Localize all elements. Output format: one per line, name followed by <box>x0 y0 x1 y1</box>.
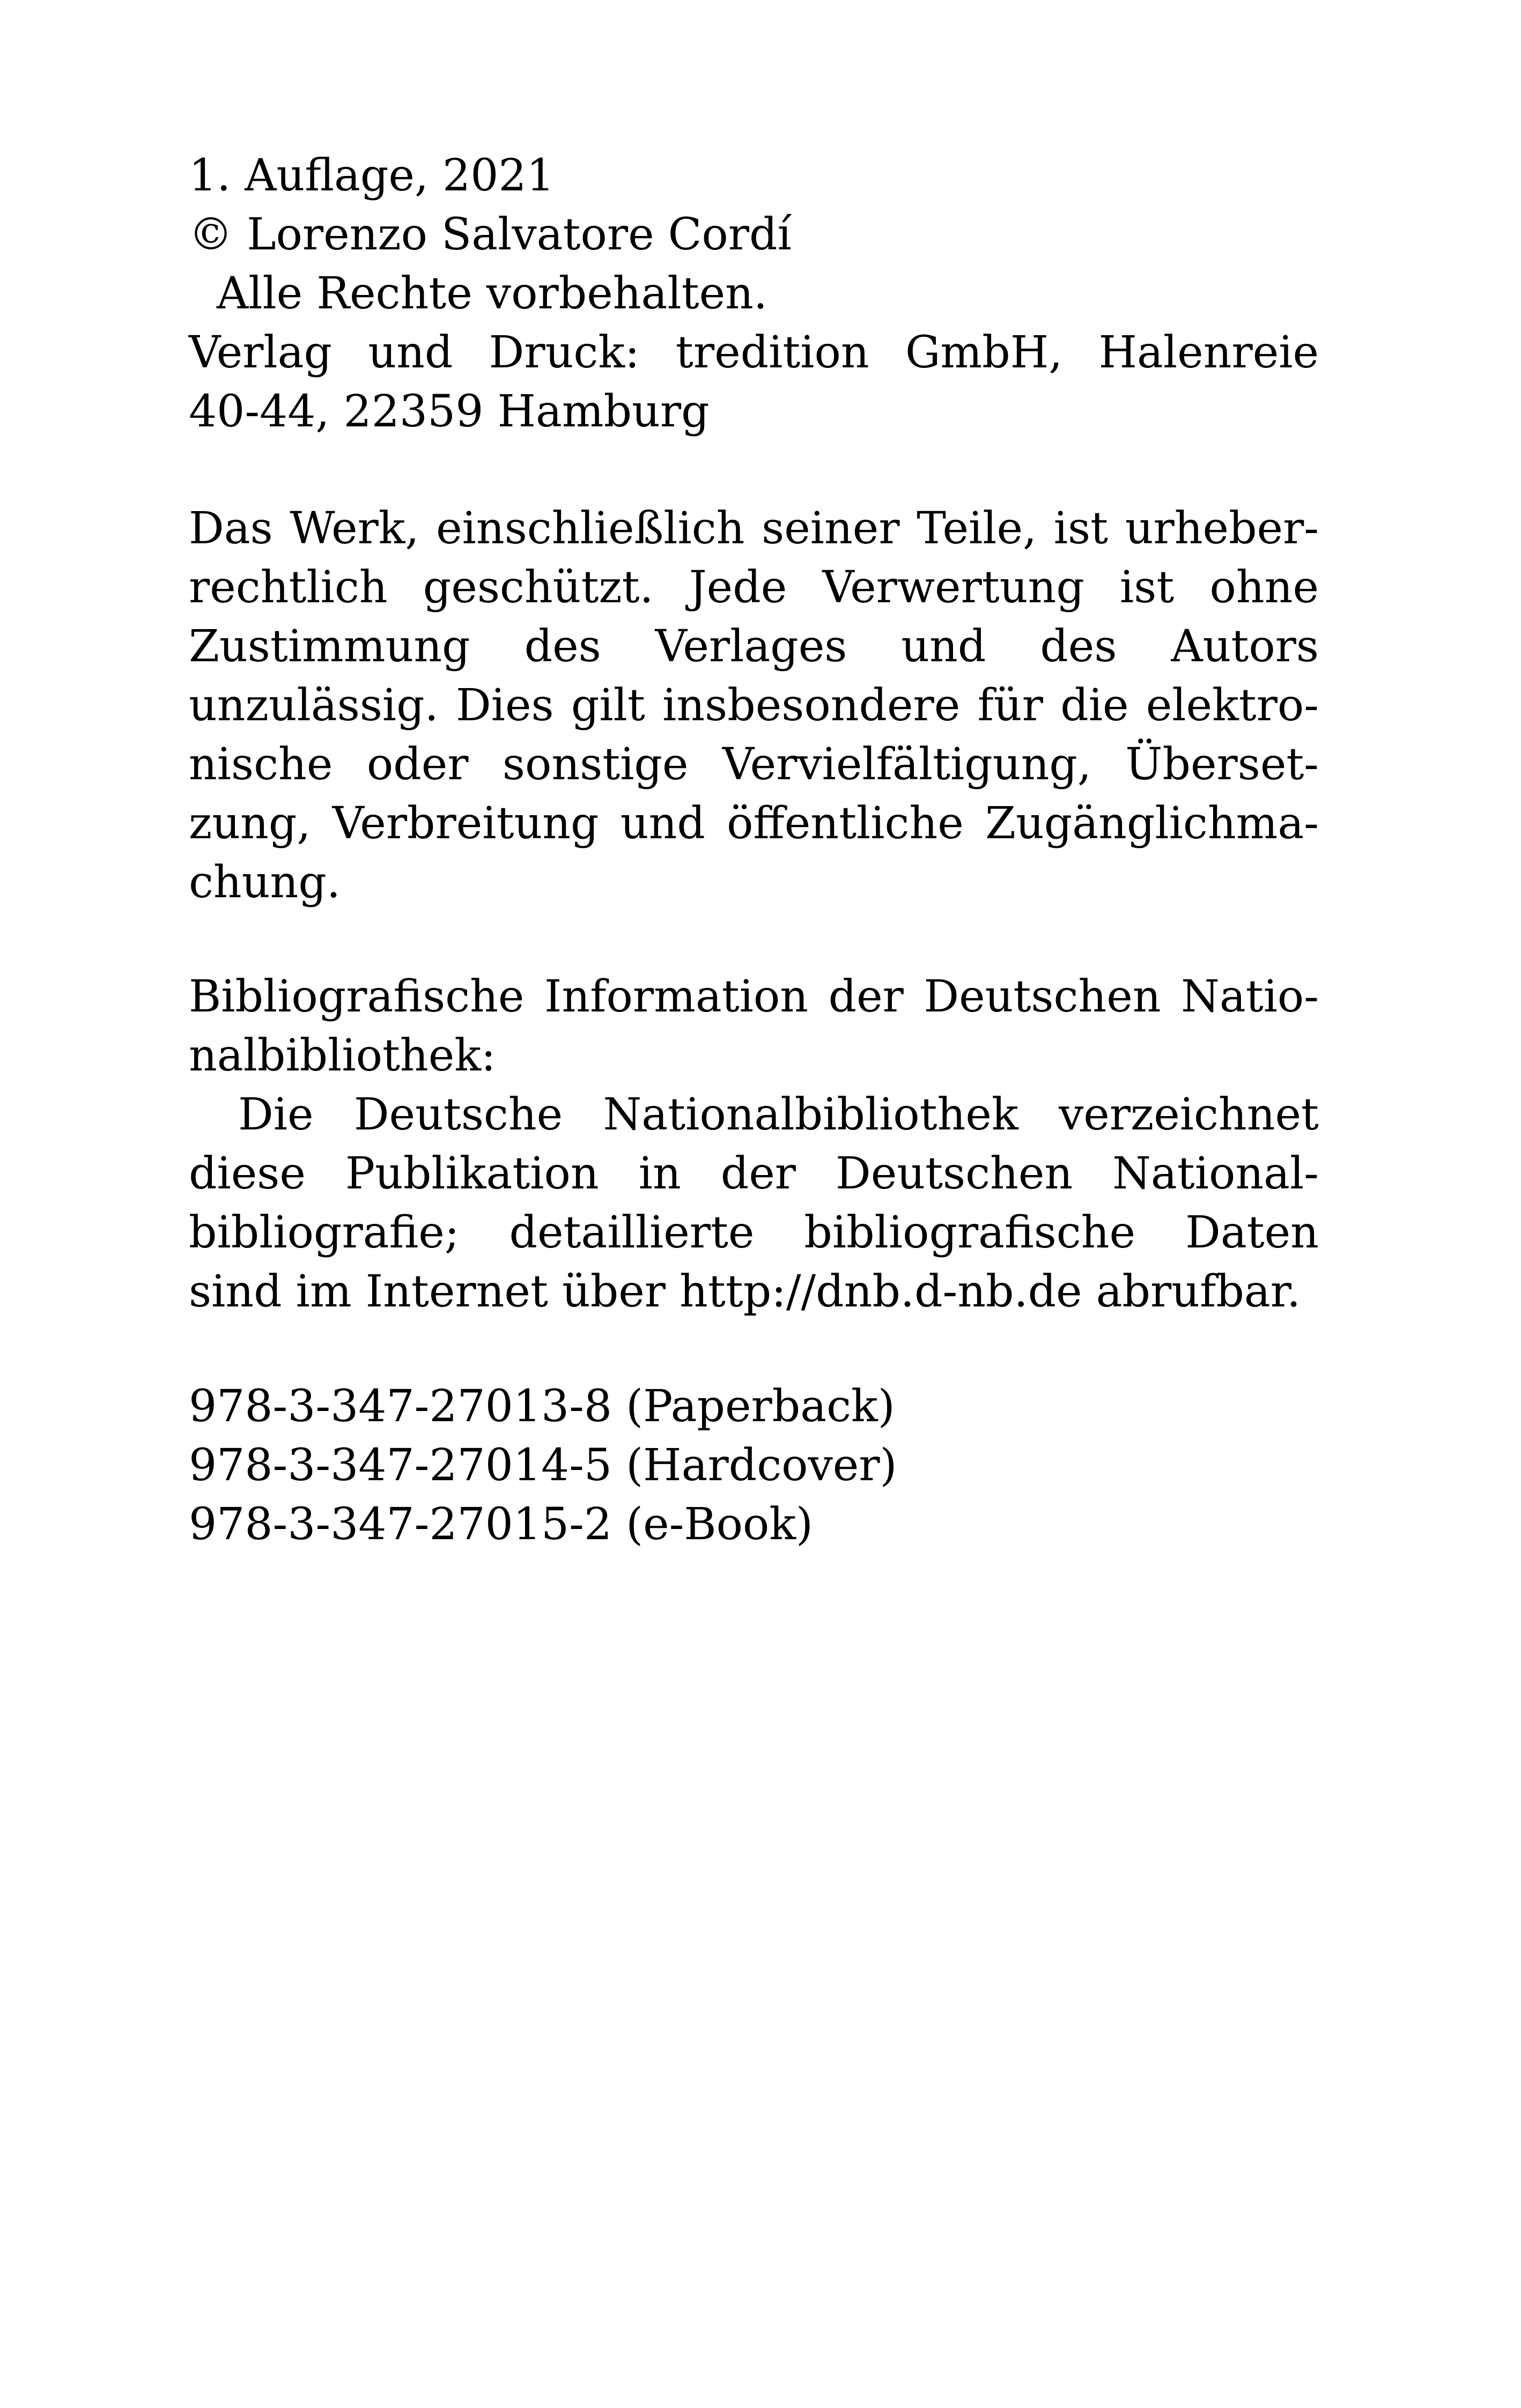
copyright-notice-line: rechtlich geschützt. Jede Verwertung ist ohne <box>189 562 1319 613</box>
isbn-ebook: 978-3-347-27015-2 (e-Book) <box>189 1499 814 1550</box>
bibliographic-heading-line: nalbibliothek: <box>189 1030 496 1081</box>
isbn-paperback: 978-3-347-27013-8 (Paperback) <box>189 1381 895 1432</box>
publisher-line: Verlag und Druck: tredition GmbH, Halenreie <box>189 327 1319 378</box>
bibliographic-body-line: diese Publikation in der Deutschen National- <box>189 1148 1319 1199</box>
copyright-notice-line: zung, Verbreitung und öffentliche Zugänglichma- <box>189 798 1319 849</box>
bibliographic-body-line: Die Deutsche Nationalbibliothek verzeichnet <box>238 1089 1319 1140</box>
bibliographic-body-line: sind im Internet über http://dnb.d-nb.de abrufbar. <box>189 1266 1301 1317</box>
copyright-notice-line: Das Werk, einschließlich seiner Teile, ist urheber- <box>189 503 1319 554</box>
copyright-notice-block <box>189 499 1319 912</box>
imprint-block <box>189 146 1319 441</box>
copyright-notice-line: chung. <box>189 857 341 908</box>
copyright-notice-line: unzulässig. Dies gilt insbesondere für die elektro- <box>189 680 1319 731</box>
copyright-notice-line: nische oder sonstige Vervielfältigung, Überset- <box>189 739 1319 790</box>
copyright-line: © Lorenzo Salvatore Cordí <box>189 209 792 260</box>
bibliographic-heading-line: Bibliografische Information der Deutschen Natio- <box>189 971 1319 1022</box>
bibliographic-body-line: bibliografie; detaillierte bibliografische Daten <box>189 1207 1319 1258</box>
bibliographic-info-block <box>189 967 1319 1321</box>
rights-line: Alle Rechte vorbehalten. <box>217 268 768 319</box>
publisher-address-line: 40-44, 22359 Hamburg <box>189 386 710 437</box>
copyright-notice-line: Zustimmung des Verlages und des Autors <box>189 621 1319 672</box>
isbn-hardcover: 978-3-347-27014-5 (Hardcover) <box>189 1440 897 1491</box>
edition-line: 1. Auflage, 2021 <box>189 150 555 201</box>
isbn-block <box>189 1377 1319 1554</box>
